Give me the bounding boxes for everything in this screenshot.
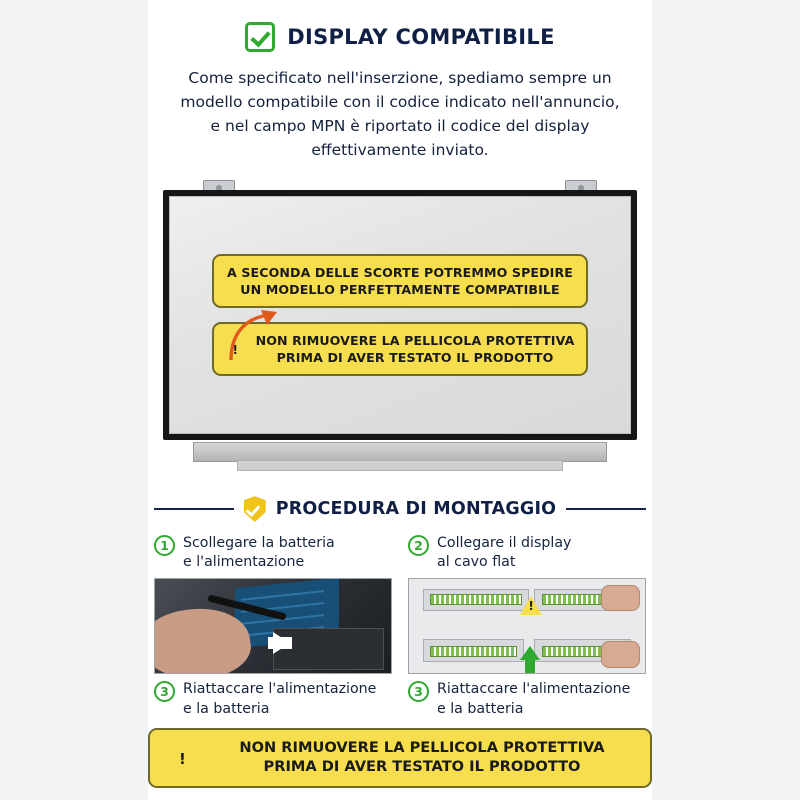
step-number: 2	[408, 535, 429, 556]
warning-triangle-icon	[520, 596, 542, 615]
check-box-icon	[245, 22, 275, 52]
step-number: 3	[408, 681, 429, 702]
procedure-title: PROCEDURA DI MONTAGGIO	[275, 499, 557, 520]
film-notice-line-2: PRIMA DI AVER TESTATO IL PRODOTTO	[276, 350, 554, 366]
right-background-strip	[652, 0, 800, 800]
step-1-line-2: e l'alimentazione	[183, 554, 305, 571]
left-background-strip	[0, 0, 148, 800]
footer-line-2: PRIMA DI AVER TESTATO IL PRODOTTO	[263, 758, 581, 776]
panel-bottom-connector	[237, 460, 563, 471]
shield-check-icon	[244, 496, 266, 522]
finger-graphic-bottom	[601, 641, 641, 667]
step-3-right	[408, 680, 646, 718]
stock-notice-banner	[212, 254, 588, 308]
finger-graphic-top	[601, 585, 641, 611]
stock-notice-line-2: UN MODELLO PERFETTAMENTE COMPATIBILE	[240, 282, 560, 298]
step-2-line-1: Collegare il display	[437, 535, 572, 552]
intro-line-3: e nel campo MPN è riportato il codice del display	[210, 117, 590, 136]
procedure-header	[154, 496, 646, 522]
curved-arrow-icon	[225, 308, 285, 362]
panel-backlight-bar	[193, 442, 607, 462]
step-3-left-line-1: Riattaccare l'alimentazione	[183, 681, 377, 698]
warning-triangle-icon	[168, 746, 196, 770]
step-number: 3	[154, 681, 175, 702]
step-3-right-line-2: e la batteria	[437, 700, 524, 717]
steps-grid	[154, 534, 646, 719]
laptop-battery-disconnect-photo	[154, 578, 392, 674]
footer-warning-banner	[148, 728, 652, 788]
intro-line-2: modello compatibile con il codice indicato nell'annuncio,	[180, 93, 620, 112]
step-number: 1	[154, 535, 175, 556]
intro-line-4: effettivamente inviato.	[311, 141, 489, 160]
intro-line-1: Come specificato nell'inserzione, spediamo sempre un	[188, 69, 612, 87]
step-2-line-2: al cavo flat	[437, 554, 516, 571]
step-3-left-line-2: e la batteria	[183, 700, 270, 717]
step-3-right-line-1: Riattaccare l'alimentazione	[437, 681, 631, 698]
film-notice-line-1: NON RIMUOVERE LA PELLICOLA PROTETTIVA	[255, 333, 575, 349]
content-column	[148, 0, 652, 800]
step-2	[408, 534, 646, 572]
footer-line-1: NON RIMUOVERE LA PELLICOLA PROTETTIVA	[239, 739, 605, 757]
step-3-left	[154, 680, 392, 718]
page-title: DISPLAY COMPATIBILE	[287, 25, 555, 49]
connector-contacts-1	[430, 594, 522, 604]
header	[148, 22, 652, 52]
step-1	[154, 534, 392, 572]
rule-left	[154, 508, 234, 510]
connector-contacts-3	[430, 646, 517, 656]
flat-cable-connector-photo	[408, 578, 646, 674]
intro-paragraph	[154, 66, 646, 162]
direction-arrow-icon	[273, 632, 290, 654]
step-1-line-1: Scollegare la batteria	[183, 535, 335, 552]
rule-right	[566, 508, 646, 510]
stock-notice-line-1: A SECONDA DELLE SCORTE POTREMMO SPEDIRE	[227, 265, 573, 281]
lcd-panel-illustration	[157, 180, 643, 480]
insert-direction-arrow-icon	[520, 646, 540, 660]
